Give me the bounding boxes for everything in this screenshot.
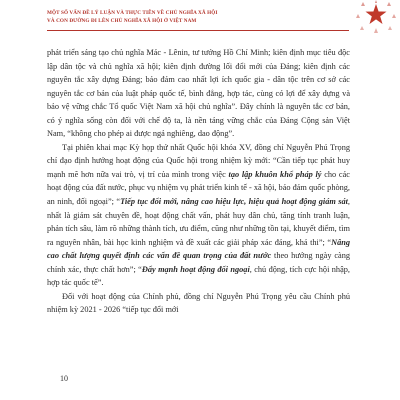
page-number: 10	[60, 374, 68, 383]
emphasis-text: Đẩy mạnh hoạt động đối ngoại	[141, 264, 250, 274]
paragraph-text: phát triển sáng tạo chủ nghĩa Mác - Lênin, tư tưởng Hồ Chí Minh; kiên định mục tiêu độc lập dân tộc và chủ nghĩa xã hội; kiên định đường lối đổi mới của Đảng; kiên định các nguyên tắc xây dựng Đảng; bảo đảm cao nhất lợi ích quốc gia - dân tộc trên cơ sở các nguyên tắc cơ bản của luật pháp quốc tế, bình đẳng, hợp tác, cùng có lợi để xây dựng và bảo vệ vững chắc Tổ quốc Việt Nam xã hội chủ nghĩa”. Đây chính là nguyên tắc cơ bản, có ý nghĩa sống còn đối với chế độ ta, là nền tảng vững chắc của Đảng Cộng sản Việt Nam, “không cho phép ai được ngả nghiêng, dao động”.	[47, 48, 350, 139]
running-head-line-2: VÀ CON ĐƯỜNG ĐI LÊN CHỦ NGHĨA XÃ HỘI Ở VIỆT NAM	[47, 18, 197, 24]
running-head-line-1: MỘT SỐ VẤN ĐỀ LÝ LUẬN VÀ THỰC TIỄN VỀ CHỦ NGHĨA XÃ HỘI	[47, 10, 218, 16]
paragraph-text: Tại phiên khai mạc Kỳ họp thứ nhất Quốc hội khóa XV, đồng chí Nguyễn Phú Trọng chỉ đạo định hướng hoạt động của Quốc hội trong nhiệm kỳ mới: “Cần tiếp tục phát huy mạnh mẽ hơn nữa vai trò, vị trí của mình trong việc	[47, 142, 350, 179]
body-text	[47, 46, 350, 317]
paragraph-2	[47, 141, 350, 290]
paragraph-1	[47, 46, 350, 141]
paragraph-text: , nhất là giám sát chuyên đề, hoạt động chất vấn, phát huy dân chủ, tăng tính tranh luận, phản tích sâu, làm rõ những thành tích, ưu điểm, cũng như những tồn tại, khuyết điểm, tìm ra nguyên nhân, bài học kinh nghiệm và đề xuất các giải pháp xác đáng, khả thi”; “	[47, 197, 350, 247]
header-rule	[47, 30, 349, 31]
emphasis-text: Tiếp tục đổi mới, nâng cao hiệu lực, hiệu quả hoạt động giám sát	[120, 197, 348, 207]
paragraph-text: cho các hoạt động của đất nước, phục vụ nhiệm vụ phát triển kinh tế - xã hội, bảo đảm quốc phòng, an ninh, đối ngoại”; “	[47, 169, 350, 207]
emphasis-text: Nâng cao chất lượng quyết định các vấn đề quan trọng của đất nước	[47, 237, 350, 261]
star-emblem-icon	[350, 0, 400, 34]
paragraph-text: Đối với hoạt động của Chính phủ, đồng chí Nguyễn Phú Trọng yêu cầu Chính phủ nhiệm kỳ 2021 - 2026 “tiếp tục đổi mới	[47, 291, 350, 315]
paragraph-3	[47, 290, 350, 317]
paragraph-text: , chủ động, tích cực hội nhập, hợp tác quốc tế”.	[47, 264, 350, 288]
paragraph-text: theo hướng ngày càng chính xác, thực chất hơn”; “	[47, 251, 350, 274]
emphasis-text: tạo lập khuôn khổ pháp lý	[228, 169, 322, 179]
running-head	[47, 9, 337, 25]
